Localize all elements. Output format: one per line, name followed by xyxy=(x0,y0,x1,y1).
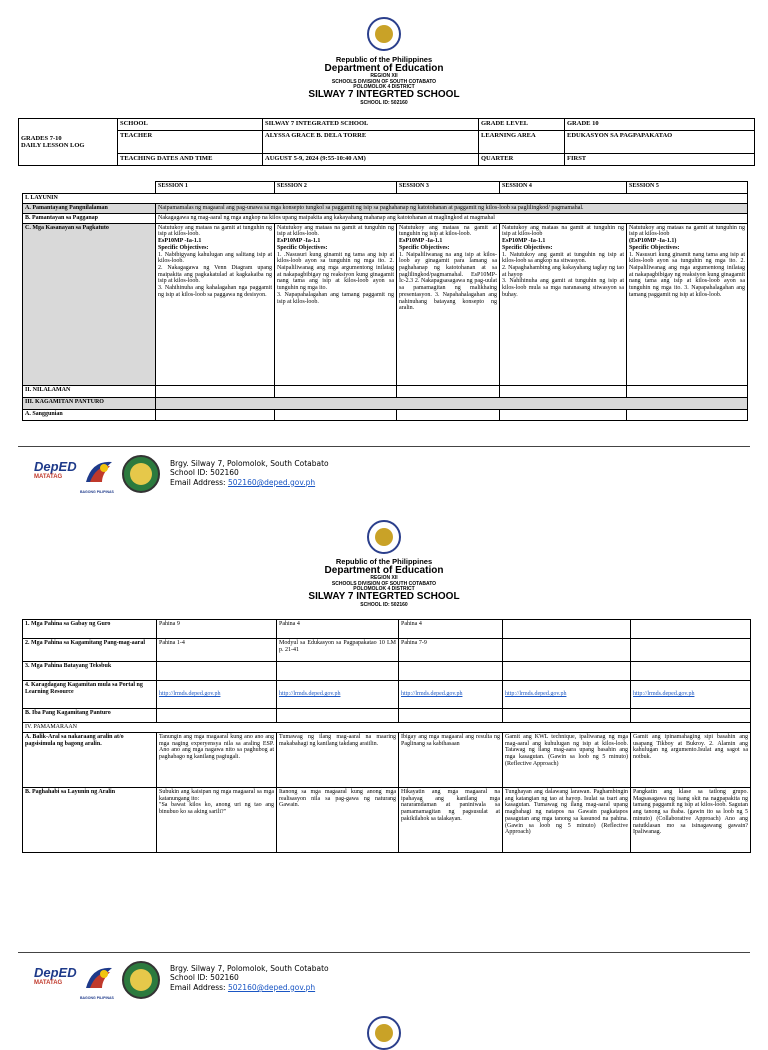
footer-address: Brgy. Silway 7, Polomolok, South Cotabato xyxy=(170,459,329,468)
s1-intro: Natutukoy ang mataas na gamit at tunguhin ng isip at kilos-loob. xyxy=(158,224,272,238)
layunin-heading: I. LAYUNIN xyxy=(23,194,748,204)
s5-body: 1. Nasusuri kung ginamit nang tama ang isip at kilos-loob ayon sa tunguhin ng mga ito. 2. Naipaliliwanag ang mga argumentong inilatag at nakapagbibigay ng reaksiyon kung ginagamit nang tama ang isip at kilos-loob ayon sa tunguhin ng mga ito. 3. Napapahalagahan ang tamang paggamit ng isip at kilos-loob. xyxy=(629,251,745,298)
school-value: SILWAY 7 INTEGRATED SCHOOL xyxy=(263,119,479,131)
bagong-pilipinas-logo-icon xyxy=(82,456,116,490)
paghahabi-label: B. Paghahabi sa Layunin ng Aralin xyxy=(23,788,157,853)
footer-contact xyxy=(170,964,329,992)
s5-objectives: Specific Objectives: xyxy=(629,244,680,251)
republic-text: Republic of the Philippines xyxy=(335,557,433,566)
deped-logo-text: DepED xyxy=(34,459,77,474)
kasanayan-session-3 xyxy=(397,223,500,385)
lr-link-session-2[interactable]: http://lrmds.deped.gov.ph xyxy=(279,691,341,698)
gabay-session-5 xyxy=(631,620,751,639)
balik-label: A. Balik-Aral sa nakaraang aralin at/o pagsisimula ng bagong aralin. xyxy=(23,733,157,788)
school-label: SCHOOL xyxy=(118,119,263,131)
gabay-session-1: Pahina 9 xyxy=(157,620,277,639)
s2-code: EsP10MP -Ia-1.1 xyxy=(277,238,321,245)
bagong-pilipinas-text: BAGONG PILIPINAS xyxy=(80,996,114,1000)
deped-seal-icon xyxy=(367,520,401,554)
paghahabi-session-4: Tunghayan ang dalawang larawan. Paghambingin ang katangian ng tao at hayop. Isulat sa tsart ang kasagutan. Tumawag ng ilang mag-aaral upang magbahagi ng natapos na Gawain pagkatapos pasagutan ang mga tanong sa kasunod na pahina. (Gawin sa loob ng 5 minuto) (Reflective Approach) xyxy=(503,788,631,853)
bagong-pilipinas-logo-icon xyxy=(82,962,116,996)
sessions-header-row xyxy=(23,182,748,194)
teksbuk-label: 3. Mga Pahina Batayang Teksbuk xyxy=(23,662,157,681)
session-2-header: SESSION 2 xyxy=(275,182,397,194)
division-seal-icon xyxy=(122,455,160,493)
division-text: SCHOOLS DIVISION OF SOUTH COTABATO xyxy=(331,580,437,587)
lr-label: 4. Karagdagang Kagamitan mula sa Portal ng Learning Resource xyxy=(23,681,157,709)
deped-matatag-logo xyxy=(34,965,78,995)
lr-link-session-4[interactable]: http://lrmds.deped.gov.ph xyxy=(505,691,567,698)
division-text: SCHOOLS DIVISION OF SOUTH COTABATO xyxy=(331,78,437,85)
nilalaman-label: II. NILALAMAN xyxy=(23,385,156,397)
s5-intro: Natutukoy ang mataas na gamit at tunguhin ng isip at kilos-loob xyxy=(629,224,745,238)
dates-value: AUGUST 5-9, 2024 (9:55-10:40 AM) xyxy=(263,154,479,166)
pagganap-label: B. Pamantayan sa Pagganap xyxy=(23,214,156,224)
footer-email-label: Email Address: xyxy=(170,477,228,487)
s4-body: 1. Natutukoy ang gamit at tunguhin ng isip at kilos-loob sa angkop na sitwasyon. 2. Napaghahambing ang kakayahang taglay ng tao at hayop 3. Nahihinuha ang gamit at tunguhin ng isip at kilos-loob mula sa mga naranasang sitwasyon sa buhay. xyxy=(502,251,624,298)
district-text: POLOMOLOK 4 DISTRICT xyxy=(353,585,415,592)
footer-address: Brgy. Silway 7, Polomolok, South Cotabato xyxy=(170,964,329,973)
balik-session-5: Gamit ang ipinamahaging sipi basahin ang usapang Tikboy at Bukroy. 2. Alamin ang kahulugan ng argumento.Isulat ang sagot sa notbuk. xyxy=(631,733,751,788)
lr-link-session-3[interactable]: http://lrmds.deped.gov.ph xyxy=(401,691,463,698)
region-text: REGION XII xyxy=(370,73,398,80)
kasanayan-session-2 xyxy=(275,223,397,385)
grades-text: GRADES 7-10 xyxy=(21,135,62,142)
teacher-value: ALYSSA GRACE B. DELA TORRE xyxy=(263,131,479,154)
s4-code: EsP10MP -Ia-1.1 xyxy=(502,238,546,245)
sanggunian-label: A. Sanggunian xyxy=(23,409,156,420)
session-1-header: SESSION 1 xyxy=(156,182,275,194)
gabay-session-2: Pahina 4 xyxy=(277,620,399,639)
kasanayan-session-5 xyxy=(627,223,748,385)
info-table xyxy=(18,118,755,166)
district-text: POLOMOLOK 4 DISTRICT xyxy=(353,83,415,90)
session-3-header: SESSION 3 xyxy=(397,182,500,194)
balik-session-3: Ibigay ang mga magaaral ang resulta ng Paglinang sa kabihasaan xyxy=(399,733,503,788)
s3-objectives: Specific Objectives: xyxy=(399,244,450,251)
kasanayan-session-1 xyxy=(156,223,275,385)
pamamaraan-heading: IV. PAMAMARAAN xyxy=(23,723,751,733)
school-id: SCHOOL ID: 502160 xyxy=(360,601,408,608)
deped-logo-text: DepED xyxy=(34,965,77,980)
footer-divider xyxy=(18,952,750,953)
pagganap-text: Nakagagawa ng mag-aaral ng mga angkop na kilos upang maipakita ang kakayahang mahanap ang katotohanan at maglingkod at magmahal xyxy=(156,214,748,224)
deped-matatag-logo xyxy=(34,459,78,489)
school-name: SILWAY 7 INTEGRTED SCHOOL xyxy=(308,89,460,101)
deped-seal-icon xyxy=(367,17,401,51)
school-id: SCHOOL ID: 502160 xyxy=(360,99,408,106)
session-4-header: SESSION 4 xyxy=(500,182,627,194)
kagamitang-session-2: Modyul sa Edukasyon sa Pagpapakatao 10 LM p. 21-41 xyxy=(277,639,399,662)
lr-link-session-5[interactable]: http://lrmds.deped.gov.ph xyxy=(633,691,695,698)
grade-value: GRADE 10 xyxy=(565,119,755,131)
footer-email-line xyxy=(170,983,329,992)
letterhead-page2 xyxy=(0,558,768,608)
kasanayan-row xyxy=(23,223,748,385)
balik-session-4: Gamit ang KWL technique, ipaliwanag ng mga mag-aaral ang kuhulugan ng isip at kilos-loob. Tatawag ng ilang mag-aara upang basahin ang mga kasagutan. (Gawin sa loob ng 5 minuto) (Reflective Approach) xyxy=(503,733,631,788)
area-label: LEARNING AREA xyxy=(479,131,565,154)
balik-session-1: Tanungin ang mga magaaral kung ano ano ang mga naging experyensya nila sa araling ESP. Ano ano ang mga nagawa nito sa paghubog at paghabago ng kanilang pagiugali. xyxy=(157,733,277,788)
s2-intro: Natutukoy ang mataas na gamit at tunguhin ng isip at kilos-loob. xyxy=(277,224,394,238)
footer-contact xyxy=(170,459,329,487)
kasanayan-label: C. Mga Kasanayan sa Pagkatuto xyxy=(23,223,156,385)
s4-objectives: Specific Objectives: xyxy=(502,244,553,251)
s2-body: 1. .Nasusuri kung ginamit ng tama ang isip at kilos-loob ayon sa tunguhin ng mga ito. 2. Naipaliliwanag ang mga argumentong inilatag at nakapagbibigay ng reaksiyon kung ginagamit nang tama ang isip at kilos-loob ayon sa tunguhin ng mga ito. 3. Napapahalagahan ang tamang paggamit ng isip at kilos-loob. xyxy=(277,251,394,305)
kagamitang-session-4 xyxy=(503,639,631,662)
matatag-logo-text: MATATAG xyxy=(34,980,63,986)
kasanayan-session-4 xyxy=(500,223,627,385)
dates-label: TEACHING DATES AND TIME xyxy=(118,154,263,166)
matatag-logo-text: MATATAG xyxy=(34,474,63,480)
paghahabi-session-5: Pangkatin ang klase sa tatlong grupo. Magsasagawa ng isang skit na nagpapakita ng tamang paggamit ng isip at kilos-loob. Sagutan ang tanong sa ibaba. (gawin ito sa loob ng 5 minuto) (Collaborative Approach) Ano ang natutklasan mo sa isinagawang gawain? Ipaliwanag. xyxy=(631,788,751,853)
s1-code: EsP10MP -Ia-1.1 xyxy=(158,238,202,245)
paghahabi-session-1: Subukin ang kaisipan ng mga magaaral sa mga katanungang ito: "Sa bawat kilos ko, anong uri ng tao ang binubuo ko sa aking sarili?" xyxy=(157,788,277,853)
kagamitang-label: 2. Mga Pahina sa Kagamitang Pang-mag-aaral xyxy=(23,639,157,662)
department-text: Department of Education xyxy=(324,564,444,576)
s3-code: EsP10MP -Ia-1.1 xyxy=(399,238,443,245)
republic-text: Republic of the Philippines xyxy=(335,55,433,64)
bagong-pilipinas-text: BAGONG PILIPINAS xyxy=(80,490,114,494)
footer-email-label: Email Address: xyxy=(170,982,228,992)
kagamitang-session-5 xyxy=(631,639,751,662)
s1-body: 1. Nabibigyang kahulugan ang salitang isip at kilos-loob. 2. Nakagagawa ng Venn Diagram upang maipakita ang pagkakatulad at kagkakaiba ng isip at kilos-loob. 3. Nahihinuha ang kahalagahan nga paggamit ng isip at kilos-loob sa paggawa ng desisyon. xyxy=(158,251,272,298)
division-seal-icon xyxy=(122,961,160,999)
kagamitang-session-1: Pahina 1-4 xyxy=(157,639,277,662)
quarter-label: QUARTER xyxy=(479,154,565,166)
s4-intro: Natutukoy ang mataas na gamit at tunguhin ng isip at kilos-loob xyxy=(502,224,624,238)
footer-email-line xyxy=(170,478,329,487)
gabay-label: 1. Mga Pahina sa Gabay ng Guro xyxy=(23,620,157,639)
paghahabi-session-2: Itanong sa mga magaaral kung anong mga realisasyon nila sa pag-gawa ng naturang Gawain. xyxy=(277,788,399,853)
lesson-table-page2 xyxy=(22,619,751,853)
balik-session-2: Tumawag ng ilang mag-aaral na maaring makabahagi ng kanilang takdang araiilin. xyxy=(277,733,399,788)
dll-text: DAILY LESSON LOG xyxy=(21,142,85,149)
s5-code: (EsP10MP -Ia-1.1) xyxy=(629,238,677,245)
grades-cell xyxy=(19,119,118,166)
footer-email-link[interactable]: 502160@deped.gov.ph xyxy=(227,477,316,487)
kagamitan-label: III. KAGAMITAN PANTURO xyxy=(23,397,156,409)
department-text: Department of Education xyxy=(324,62,444,74)
gabay-session-3: Pahina 4 xyxy=(399,620,503,639)
letterhead xyxy=(0,56,768,106)
gabay-session-4 xyxy=(503,620,631,639)
teacher-label: TEACHER xyxy=(118,131,263,154)
quarter-value: FIRST xyxy=(565,154,755,166)
pangnilalaman-text: Naipamamalas ng magaaral ang pag-unawa sa mga konsepto tungkol sa paggamit ng isip sa paghahanap ng katotohanan at paggamit ng kilos-loob sa paglilingkod/ pagmamahal. xyxy=(156,204,748,214)
footer-school-id: School ID: 502160 xyxy=(170,468,239,478)
kagamitang-session-3: Pahina 7-9 xyxy=(399,639,503,662)
area-value: EDUKASYON SA PAGPAPAKATAO xyxy=(565,131,755,154)
s2-objectives: Specific Objectives: xyxy=(277,244,328,251)
region-text: REGION XII xyxy=(370,575,398,582)
grade-label: GRADE LEVEL xyxy=(479,119,565,131)
footer-school-id: School ID: 502160 xyxy=(170,973,239,983)
s3-body: 1. Naipaliliwanag na ang isip at kilos-loob ay ginagamit para lamang sa paghahanap ng katotohanan at sa paglilingkod/pagmamahal. EsP10MP-Ic-2.3 2. Nakapagsasagawa ng pag-uulat sa pamamagitan ng malikhaing presentasyon. 3. Napahahalagahan ang nahinuhang batayang konsepto ng aralin. xyxy=(399,251,497,312)
footer-divider xyxy=(18,446,750,447)
lr-link-session-1[interactable]: http://lrmds.deped.gov.ph xyxy=(159,691,221,698)
school-name: SILWAY 7 INTEGRTED SCHOOL xyxy=(308,591,460,603)
iba-label: B. Iba Pang Kagamitang Panturo xyxy=(23,709,157,723)
deped-seal-icon xyxy=(367,1016,401,1050)
lesson-table-page1 xyxy=(22,181,748,421)
s1-objectives: Specific Objectives: xyxy=(158,244,209,251)
session-5-header: SESSION 5 xyxy=(627,182,748,194)
paghahabi-session-3: Hikayatin ang mga magaaral na ipahayag ang kanilang mga nararamdaman at paniniwala sa pamamamagitan ng pagsusulat at pakikilahok sa talakayan. xyxy=(399,788,503,853)
footer-email-link[interactable]: 502160@deped.gov.ph xyxy=(227,982,316,992)
s3-intro: Natutukoy ang mataas na gamit at tunguhin ng isip at kilos-loob. xyxy=(399,224,497,238)
pangnilalaman-label: A. Pamantayang Pangnilalaman xyxy=(23,204,156,214)
